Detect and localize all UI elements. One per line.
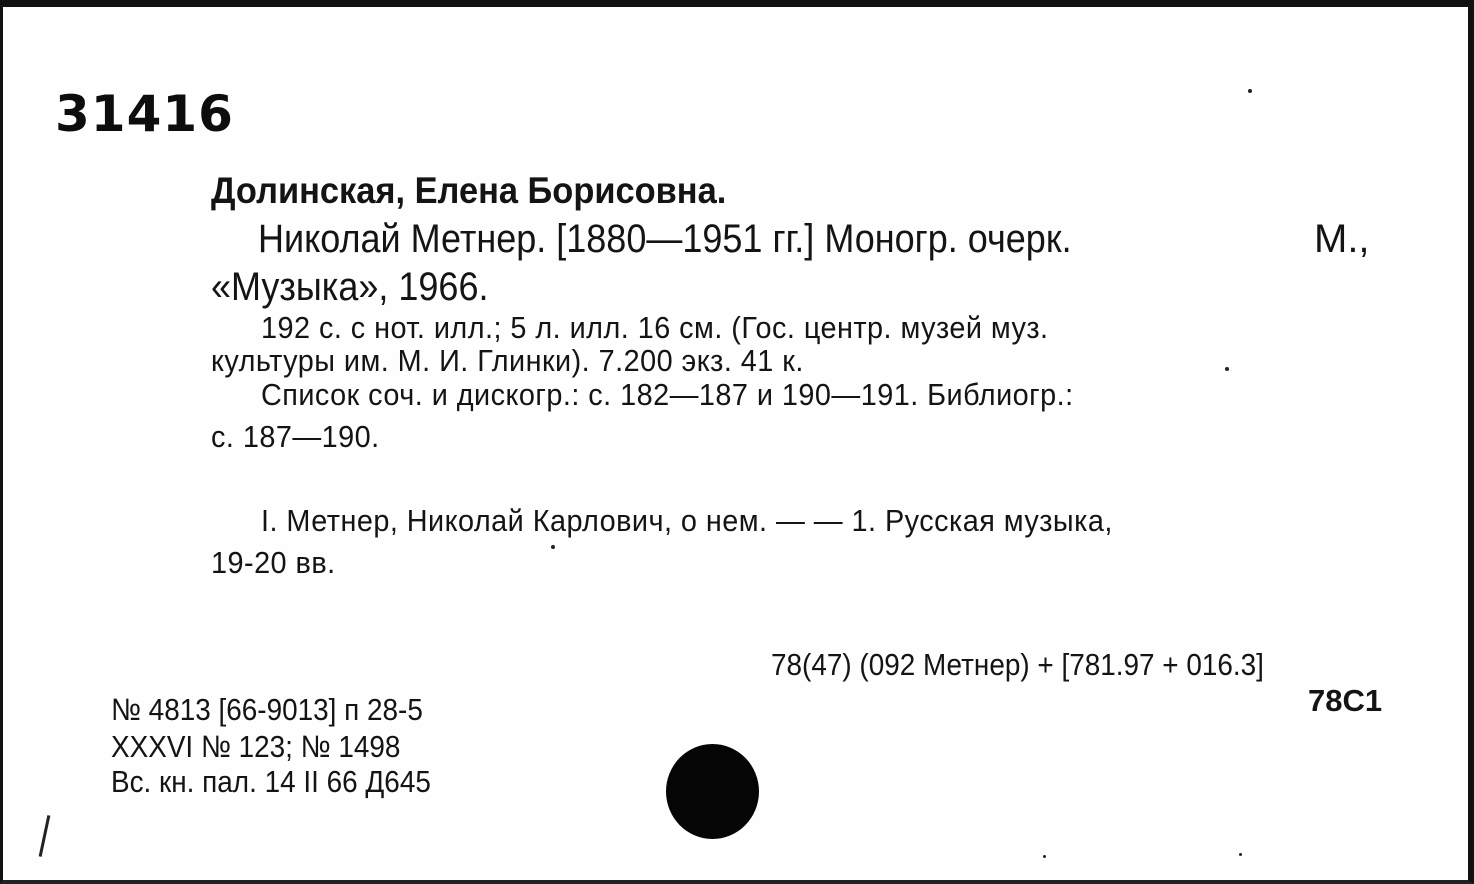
subject-line-2: 19-20 вв. bbox=[211, 545, 336, 580]
title-line-1-place: М., bbox=[1314, 217, 1370, 261]
margin-pencil-mark bbox=[39, 815, 51, 857]
handwritten-card-number: 31416 bbox=[55, 85, 234, 143]
notes-line-2: с. 187—190. bbox=[211, 419, 380, 454]
author-heading: Долинская, Елена Борисовна. bbox=[211, 170, 727, 211]
collation-line-1: 192 с. с нот. илл.; 5 л. илл. 16 см. (Гос. центр. музей муз. bbox=[261, 310, 1049, 345]
ink-speck bbox=[1225, 367, 1229, 371]
classification-index: 78(47) (092 Метнер) + [781.97 + 016.3] bbox=[771, 647, 1264, 682]
ink-speck bbox=[1239, 853, 1242, 856]
ink-speck bbox=[551, 545, 555, 549]
title-line-2: «Музыка», 1966. bbox=[211, 265, 489, 309]
registration-line-2: XXXVI № 123; № 1498 bbox=[111, 729, 401, 764]
subject-line-1: I. Метнер, Николай Карлович, о нем. — — 1. Русская музыка, bbox=[261, 503, 1113, 538]
collation-line-2: культуры им. М. И. Глинки). 7.200 экз. 41 к. bbox=[211, 343, 804, 378]
ink-speck bbox=[1043, 855, 1046, 858]
registration-line-1: № 4813 [66-9013] п 28-5 bbox=[111, 692, 423, 727]
ink-speck bbox=[1248, 89, 1252, 93]
registration-line-3: Вс. кн. пал. 14 II 66 Д645 bbox=[111, 764, 431, 799]
punch-hole bbox=[666, 744, 759, 839]
title-line-1: Николай Метнер. [1880—1951 гг.] Моногр. очерк. bbox=[258, 217, 1072, 261]
notes-line-1: Список соч. и дискогр.: с. 182—187 и 190—191. Библиогр.: bbox=[261, 377, 1074, 412]
class-code: 78С1 bbox=[1308, 683, 1383, 718]
